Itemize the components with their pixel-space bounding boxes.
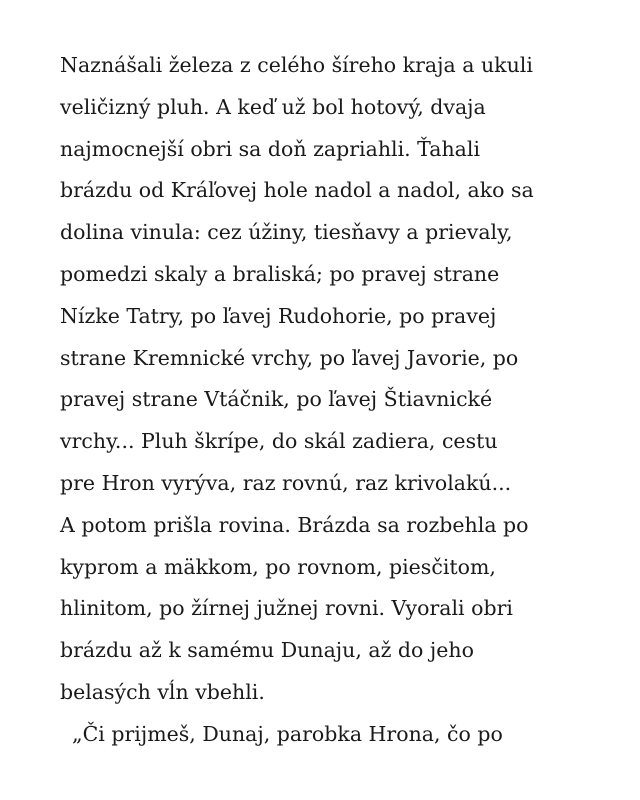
text-line: A potom prišla rovina. Brázda sa rozbehla po xyxy=(60,512,529,537)
text-line: strane Kremnické vrchy, po ľavej Javorie, po xyxy=(60,345,519,370)
text-line: veličizný pluh. A keď už bol hotový, dvaja xyxy=(60,94,486,119)
text-line: dolina vinula: cez úžiny, tiesňavy a prievaly, xyxy=(60,220,513,245)
body-text xyxy=(60,45,600,756)
text-line: vrchy... Pluh škrípe, do skál zadiera, cestu xyxy=(60,429,498,454)
text-line: hlinitom, po žírnej južnej rovni. Vyorali obri xyxy=(60,596,513,621)
text-line: Nízke Tatry, po ľavej Rudohorie, po pravej xyxy=(60,303,497,328)
text-line: kyprom a mäkkom, po rovnom, piesčitom, xyxy=(60,554,496,579)
text-line: pre Hron vyrýva, raz rovnú, raz krivolakú... xyxy=(60,470,512,495)
text-line: belasých vĺn vbehli. xyxy=(60,679,265,704)
text-line: brázdu od Kráľovej hole nadol a nadol, ako sa xyxy=(60,178,534,203)
text-line: pomedzi skaly a braliská; po pravej strane xyxy=(60,261,500,286)
text-line: „Či prijmeš, Dunaj, parobka Hrona, čo po xyxy=(72,721,503,746)
text-line: Naznášali železa z celého šíreho kraja a ukuli xyxy=(60,53,533,77)
text-line: brázdu až k samému Dunaju, až do jeho xyxy=(60,638,474,663)
text-line: pravej strane Vtáčnik, po ľavej Štiavnické xyxy=(60,387,493,412)
text-line: najmocnejší obri sa doň zapriahli. Ťahali xyxy=(60,136,481,161)
